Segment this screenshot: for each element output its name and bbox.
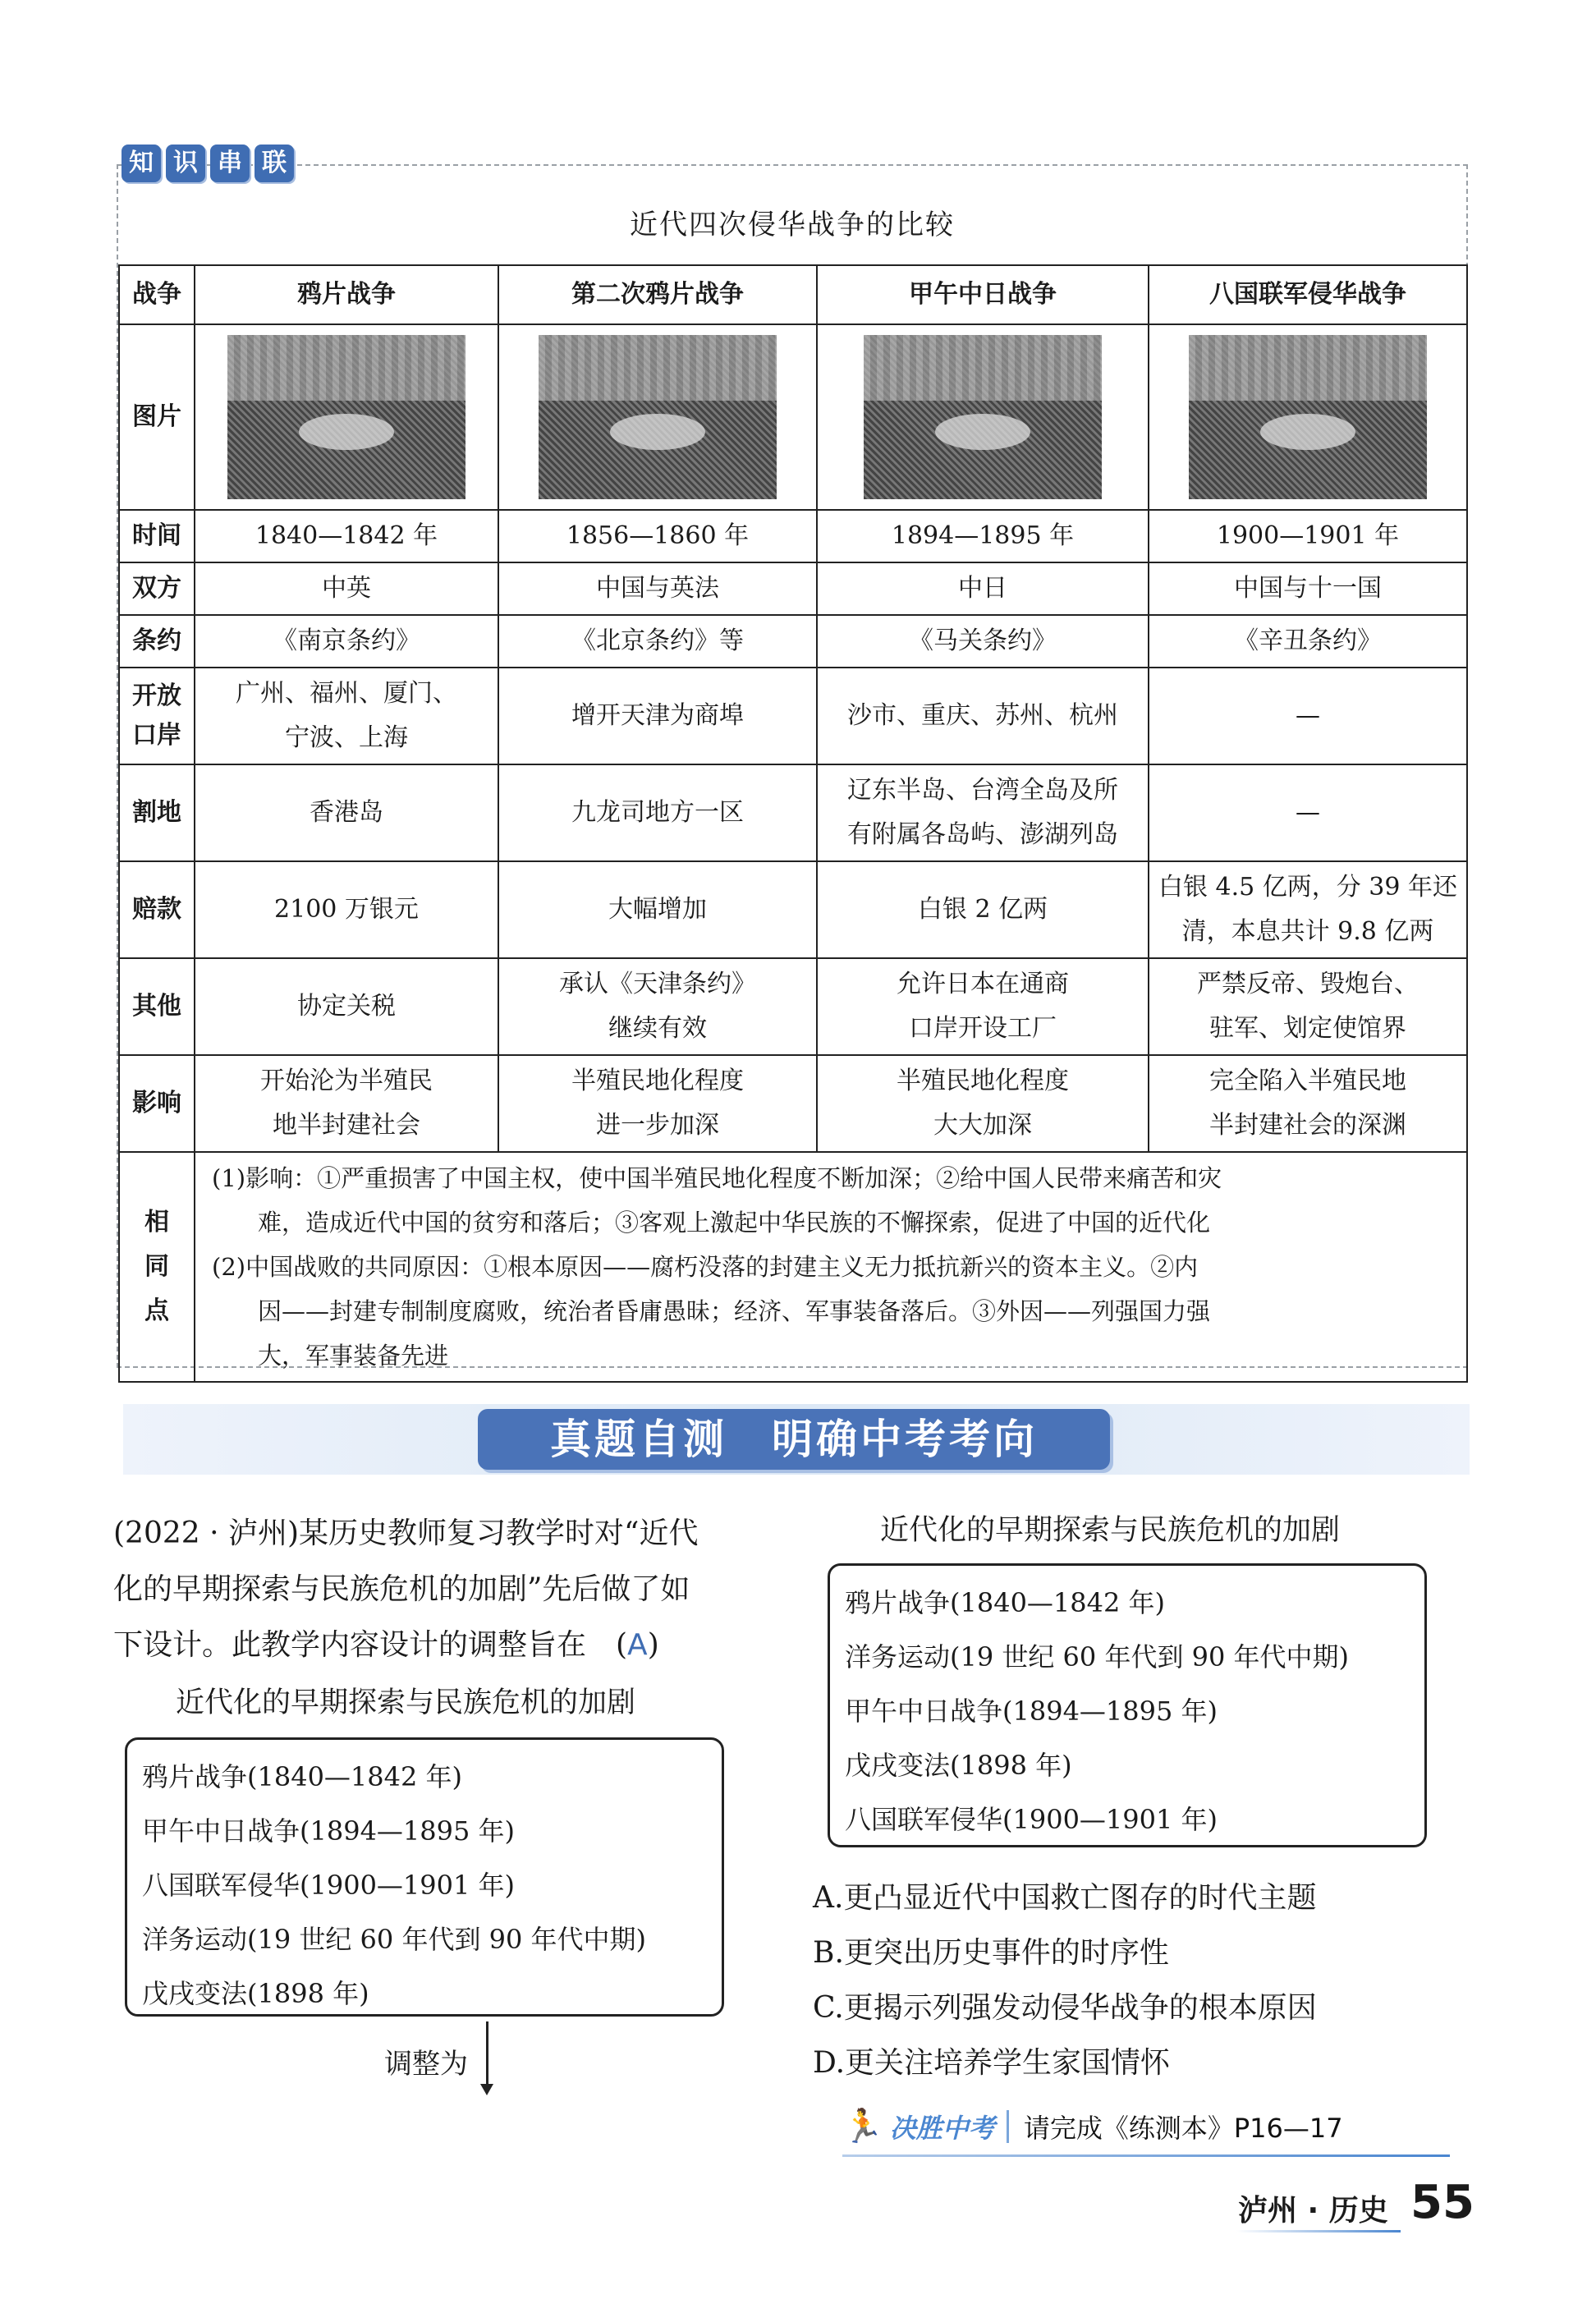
- table-cell: [1149, 861, 1467, 958]
- table-cell: [498, 1055, 817, 1152]
- common-point-line: 难，造成近代中国的贫穷和落后；③客观上激起中华民族的不懈探索，促进了中国的近代化: [258, 1209, 1211, 1237]
- common-points-cell: [195, 1152, 1467, 1382]
- brand-logo: 决胜中考: [889, 2112, 995, 2144]
- list-item: 甲午中日战争(1894—1895 年): [845, 1696, 1218, 1727]
- cell-line: 口岸开设工厂: [909, 1014, 1057, 1043]
- table-cell: 中国与十一国: [1149, 562, 1467, 615]
- table-cell: [195, 1055, 498, 1152]
- header-cell: 第二次鸦片战争: [498, 265, 817, 324]
- common-row: [119, 1152, 1467, 1382]
- section-banner: 真题自测 明确中考考向: [478, 1409, 1110, 1470]
- cell-line: —: [1296, 798, 1320, 827]
- row-label: 赔款: [119, 861, 195, 958]
- table-cell: 《辛丑条约》: [1149, 615, 1467, 668]
- parties-row: [119, 562, 1467, 615]
- answer-mark: A: [627, 1628, 648, 1662]
- table-cell: [817, 1055, 1149, 1152]
- photo-treaty-shimonoseki: [864, 335, 1102, 499]
- photo-treaty-nanjing: [227, 335, 466, 499]
- header-cell: 鸦片战争: [195, 265, 498, 324]
- table-cell: [195, 764, 498, 861]
- row-label: 双方: [119, 562, 195, 615]
- list-item: 戊戌变法(1898 年): [142, 1978, 369, 2009]
- indemnity-row: [119, 861, 1467, 958]
- photo-row: [119, 324, 1467, 510]
- section-tag-char: 知: [122, 145, 161, 182]
- table-cell: 1856—1860 年: [498, 510, 817, 562]
- cell-line: 半殖民地化程度: [571, 1067, 744, 1095]
- photo-boxer-protocol: [1189, 335, 1427, 499]
- option-c: C.更揭示列强发动侵华战争的根本原因: [813, 1991, 1317, 2025]
- row-label: [119, 1152, 195, 1382]
- cell-line: —: [1296, 701, 1320, 730]
- cell-line: 有附属各岛屿、澎湖列岛: [847, 820, 1118, 849]
- down-arrow-icon: [486, 2021, 488, 2092]
- photo-treaty-beijing: [539, 335, 777, 499]
- cell-line: 开始沦为半殖民: [260, 1067, 433, 1095]
- question-line-text: ): [647, 1628, 659, 1662]
- ports-row: [119, 668, 1467, 764]
- book-label: 泸州 · 历史: [1238, 2194, 1388, 2228]
- row-label-line: 口岸: [132, 721, 181, 750]
- cell-line: 承认《天津条约》: [559, 970, 756, 998]
- row-label: 图片: [119, 324, 195, 510]
- row-label: 时间: [119, 510, 195, 562]
- list-item: 洋务运动(19 世纪 60 年代到 90 年代中期): [142, 1924, 646, 1955]
- label-underline: [1236, 2230, 1401, 2232]
- list-item: 戊戌变法(1898 年): [845, 1750, 1072, 1781]
- list-item: 甲午中日战争(1894—1895 年): [142, 1815, 516, 1847]
- cell-line: 宁波、上海: [285, 723, 408, 752]
- right-list-title: 近代化的早期探索与民族危机的加剧: [880, 1514, 1341, 1547]
- table-cell: [1149, 668, 1467, 764]
- row-label-line: 开放: [132, 681, 181, 710]
- task-text: 请完成《练测本》P16—17: [1023, 2112, 1343, 2144]
- section-tag-char: 识: [166, 145, 205, 182]
- common-point-line: (1)影响：①严重损害了中国主权，使中国半殖民地化程度不断加深；②给中国人民带来痛苦和灾: [212, 1164, 1222, 1192]
- table-cell: [498, 861, 817, 958]
- impact-row: [119, 1055, 1467, 1152]
- cell-line: 完全陷入半殖民地: [1209, 1067, 1406, 1095]
- table-cell: 1894—1895 年: [817, 510, 1149, 562]
- table-cell: [817, 668, 1149, 764]
- table-cell: [817, 764, 1149, 861]
- row-label: 条约: [119, 615, 195, 668]
- left-list-title: 近代化的早期探索与民族危机的加剧: [176, 1686, 636, 1719]
- cell-line: 增开天津为商埠: [571, 701, 744, 730]
- cell-line: 半封建社会的深渊: [1209, 1111, 1406, 1140]
- table-cell: 《马关条约》: [817, 615, 1149, 668]
- list-item: 鸦片战争(1840—1842 年): [845, 1587, 1166, 1618]
- question-line-text: 下设计。此教学内容设计的调整旨在 (: [113, 1628, 628, 1662]
- table-cell: [498, 958, 817, 1055]
- cell-line: 沙市、重庆、苏州、杭州: [847, 701, 1118, 730]
- header-cell: 八国联军侵华战争: [1149, 265, 1467, 324]
- table-cell: [195, 668, 498, 764]
- cell-line: 白银 4.5 亿两，分 39 年还: [1158, 873, 1458, 902]
- row-label-line: 相: [144, 1208, 169, 1237]
- question-line: 化的早期探索与民族危机的加剧”先后做了如: [113, 1572, 690, 1606]
- section-tag-char: 串: [210, 145, 250, 182]
- table-cell: [498, 764, 817, 861]
- cell-line: 协定关税: [297, 992, 396, 1021]
- table-cell: [195, 861, 498, 958]
- divider: [1007, 2110, 1009, 2143]
- exercise-reference: [842, 2107, 1343, 2145]
- treaty-row: [119, 615, 1467, 668]
- table-cell: 《北京条约》等: [498, 615, 817, 668]
- common-point-line: (2)中国战败的共同原因：①根本原因——腐朽没落的封建主义无力抵抗新兴的资本主义。②内: [212, 1253, 1199, 1281]
- table-cell: [817, 861, 1149, 958]
- page-number: 55: [1410, 2176, 1474, 2229]
- table-cell: 《南京条约》: [195, 615, 498, 668]
- table-cell: 中日: [817, 562, 1149, 615]
- common-point-line: 因——封建专制制度腐败，统治者昏庸愚昧；经济、军事装备落后。③外因——列强国力强: [258, 1297, 1211, 1325]
- cell-line: 香港岛: [310, 798, 383, 827]
- question-stem: [113, 1506, 787, 1673]
- table-cell: [195, 958, 498, 1055]
- row-label: [119, 668, 195, 764]
- right-list-box: [828, 1563, 1427, 1847]
- cell-line: 清，本息共计 9.8 亿两: [1181, 917, 1434, 946]
- cell-line: 辽东半岛、台湾全岛及所: [847, 776, 1118, 805]
- runner-icon: 🏃: [842, 2108, 883, 2145]
- cell-line: 进一步加深: [596, 1111, 719, 1140]
- cell-line: 严禁反帝、毁炮台、: [1197, 970, 1419, 998]
- comparison-table: [118, 264, 1468, 1383]
- row-label: 其他: [119, 958, 195, 1055]
- left-list-box: [125, 1737, 724, 2017]
- list-item: 八国联军侵华(1900—1901 年): [845, 1804, 1218, 1835]
- cell-line: 2100 万银元: [274, 895, 419, 924]
- option-b: B.更突出历史事件的时序性: [813, 1936, 1169, 1970]
- table-cell: [817, 958, 1149, 1055]
- adjust-label: 调整为: [384, 2048, 468, 2081]
- list-item: 八国联军侵华(1900—1901 年): [142, 1870, 516, 1901]
- option-a: A.更凸显近代中国救亡图存的时代主题: [813, 1881, 1317, 1915]
- other-row: [119, 958, 1467, 1055]
- table-cell: [1149, 1055, 1467, 1152]
- list-item: 鸦片战争(1840—1842 年): [142, 1761, 463, 1792]
- cell-line: 白银 2 亿两: [917, 895, 1048, 924]
- footer-rule: [842, 2154, 1450, 2157]
- header-cell: 战争: [119, 265, 195, 324]
- list-item: 洋务运动(19 世纪 60 年代到 90 年代中期): [845, 1641, 1349, 1673]
- row-label-line: 点: [144, 1296, 169, 1325]
- row-label: 割地: [119, 764, 195, 861]
- cell-line: 允许日本在通商: [897, 970, 1069, 998]
- cell-line: 大幅增加: [608, 895, 707, 924]
- cell-line: 继续有效: [608, 1014, 707, 1043]
- row-label: 影响: [119, 1055, 195, 1152]
- table-cell: [1149, 764, 1467, 861]
- cell-line: 九龙司地方一区: [571, 798, 744, 827]
- answer-options: [813, 1870, 1317, 2090]
- section-tag: [122, 145, 294, 182]
- table-cell: 中英: [195, 562, 498, 615]
- header-cell: 甲午中日战争: [817, 265, 1149, 324]
- table-cell: [498, 668, 817, 764]
- table-cell: 中国与英法: [498, 562, 817, 615]
- table-cell: 1840—1842 年: [195, 510, 498, 562]
- section-tag-char: 联: [255, 145, 294, 182]
- cell-line: 地半封建社会: [273, 1111, 420, 1140]
- land-row: [119, 764, 1467, 861]
- cell-line: 大大加深: [933, 1111, 1032, 1140]
- header-row: [119, 265, 1467, 324]
- time-row: [119, 510, 1467, 562]
- table-title: 近代四次侵华战争的比较: [630, 209, 955, 241]
- cell-line: 广州、福州、厦门、: [236, 679, 457, 708]
- cell-line: 驻军、划定使馆界: [1209, 1014, 1406, 1043]
- row-label-line: 同: [144, 1252, 169, 1281]
- cell-line: 半殖民地化程度: [897, 1067, 1069, 1095]
- option-d: D.更关注培养学生家国情怀: [813, 2046, 1171, 2080]
- common-point-line: 大，军事装备先进: [258, 1342, 449, 1370]
- question-line: (2022 · 泸州)某历史教师复习教学时对“近代: [113, 1517, 699, 1550]
- table-cell: [1149, 958, 1467, 1055]
- table-cell: 1900—1901 年: [1149, 510, 1467, 562]
- question-line: [113, 1618, 787, 1673]
